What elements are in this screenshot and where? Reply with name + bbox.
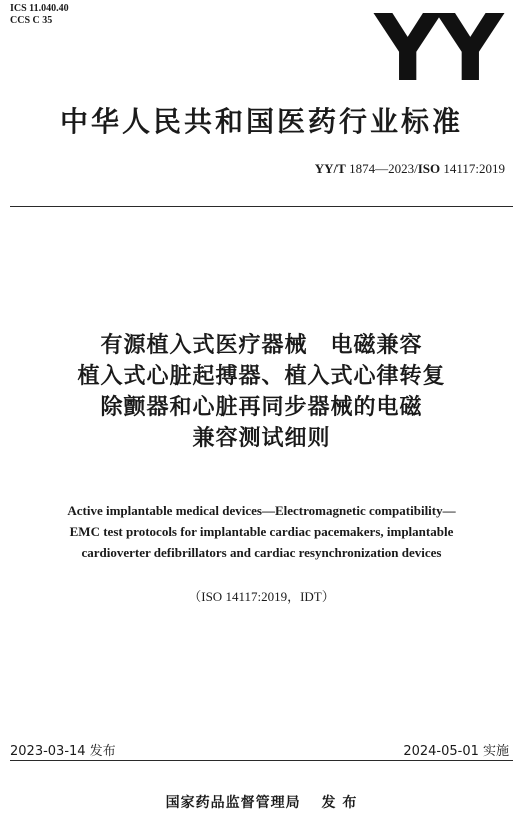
iso-reference: （ISO 14117:2019，IDT） [188, 589, 335, 604]
english-title-line-2: EMC test protocols for implantable cardiac pacemakers, implantable [69, 524, 454, 539]
chinese-title [0, 330, 523, 454]
chinese-title-line-3: 除颤器和心脏再同步器械的电磁 [100, 395, 423, 420]
chinese-title-line-1: 有源植入式医疗器械 电磁兼容 [100, 333, 423, 358]
top-divider [10, 206, 513, 207]
chinese-title-line-4: 兼容测试细则 [192, 426, 331, 451]
authority-title: 中华人民共和国医药行业标准 [59, 105, 463, 138]
issue-date: 2023-03-14 发布 [10, 744, 116, 759]
classification-codes [10, 3, 69, 27]
ics-code: ICS 11.040.40 [10, 3, 69, 14]
yy-logo [362, 6, 512, 86]
english-title-line-3: cardioverter defibrillators and cardiac resynchronization devices [81, 545, 442, 560]
standard-code: 1874—2023/ [345, 161, 418, 176]
standard-prefix: YY/T [314, 161, 346, 176]
ccs-code: CCS C 35 [10, 15, 53, 26]
chinese-title-line-2: 植入式心脏起搏器、植入式心律转复 [77, 364, 446, 389]
bottom-divider [10, 760, 513, 761]
implementation-date: 2024-05-01 实施 [403, 744, 509, 759]
svg-text:YY: YY [374, 6, 500, 86]
iso-prefix: ISO [417, 161, 441, 176]
iso-code: 14117:2019 [440, 161, 505, 176]
english-title [0, 500, 523, 563]
english-title-line-1: Active implantable medical devices—Electromagnetic compatibility— [67, 503, 456, 518]
standard-number [315, 161, 505, 177]
publisher: 国家药品监督管理局 发 布 [165, 795, 358, 811]
